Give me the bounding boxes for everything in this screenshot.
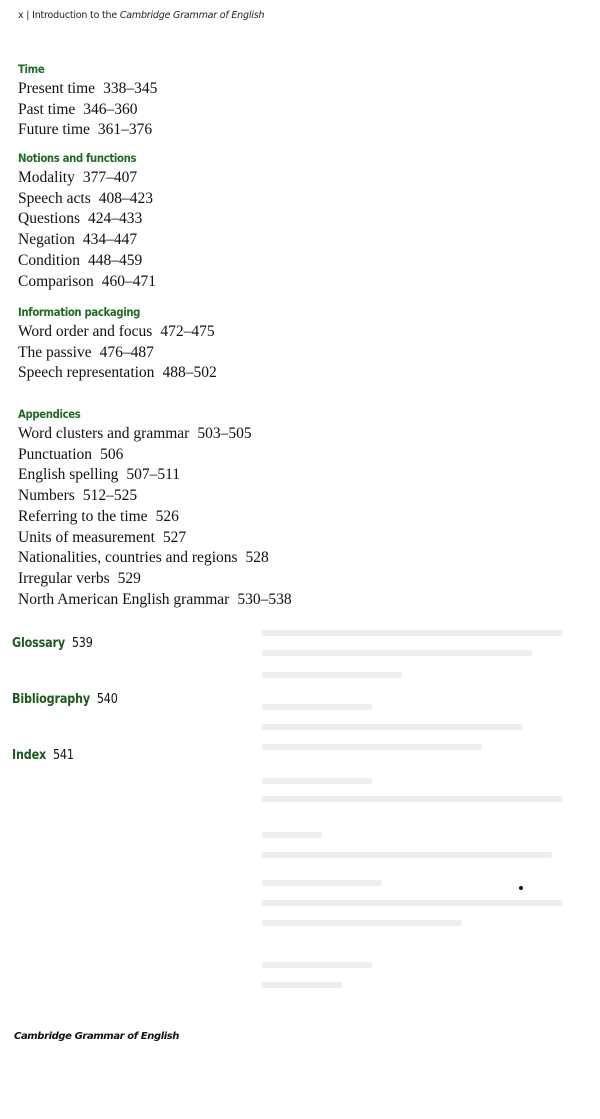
section-notions-and-functions: [18, 150, 156, 292]
toc-entry: North American English grammar 530–538: [18, 590, 292, 608]
toc-entry: Word clusters and grammar 503–505: [18, 425, 252, 442]
toc-entry: Speech representation 488–502: [18, 364, 217, 382]
section-time: [18, 61, 157, 141]
toc-entry: Numbers 512–525: [18, 487, 138, 505]
section-heading: Notions and functions: [18, 151, 137, 165]
toc-entry: Questions 424–433: [18, 210, 143, 228]
footer-title: Cambridge Grammar of English: [14, 1031, 180, 1042]
toc-entry: Negation 434–447: [18, 231, 138, 249]
section-heading: Information packaging: [18, 305, 141, 319]
toc-bibliography: Bibliography 540: [12, 692, 118, 707]
running-head: [18, 10, 264, 21]
toc-entry: Irregular verbs 529: [18, 569, 141, 587]
toc-entry: Past time 346–360: [18, 100, 138, 118]
toc-glossary: Glossary 539: [12, 636, 93, 651]
toc-entry: English spelling 507–511: [18, 466, 181, 484]
running-head-title: Cambridge Grammar of English: [119, 10, 265, 21]
toc-entry: Present time 338–345: [18, 80, 158, 97]
toc-index: Index 541: [12, 748, 74, 763]
running-head-prefix: Introduction to the: [32, 10, 118, 21]
toc-entry: Word order and focus 472–475: [18, 323, 215, 340]
toc-entry: The passive 476–487: [18, 343, 154, 361]
section-heading: Time: [18, 62, 45, 76]
toc-entry: Punctuation 506: [18, 445, 124, 463]
separator: |: [26, 10, 30, 21]
section-appendices: [18, 406, 292, 610]
toc-entry: Condition 448–459: [18, 251, 143, 269]
toc-entry: Referring to the time 526: [18, 507, 179, 525]
toc-entry: Future time 361–376: [18, 121, 153, 139]
toc-entry: Modality 377–407: [18, 169, 138, 186]
toc-entry: Speech acts 408–423: [18, 189, 153, 207]
section-heading: Appendices: [18, 407, 81, 421]
section-information-packaging: [18, 304, 217, 384]
toc-entry: Nationalities, countries and regions 528: [18, 549, 269, 567]
toc-entry: Comparison 460–471: [18, 272, 157, 290]
toc-entry: Units of measurement 527: [18, 528, 187, 546]
page-number: x: [18, 10, 24, 21]
ink-speck: [519, 886, 523, 890]
